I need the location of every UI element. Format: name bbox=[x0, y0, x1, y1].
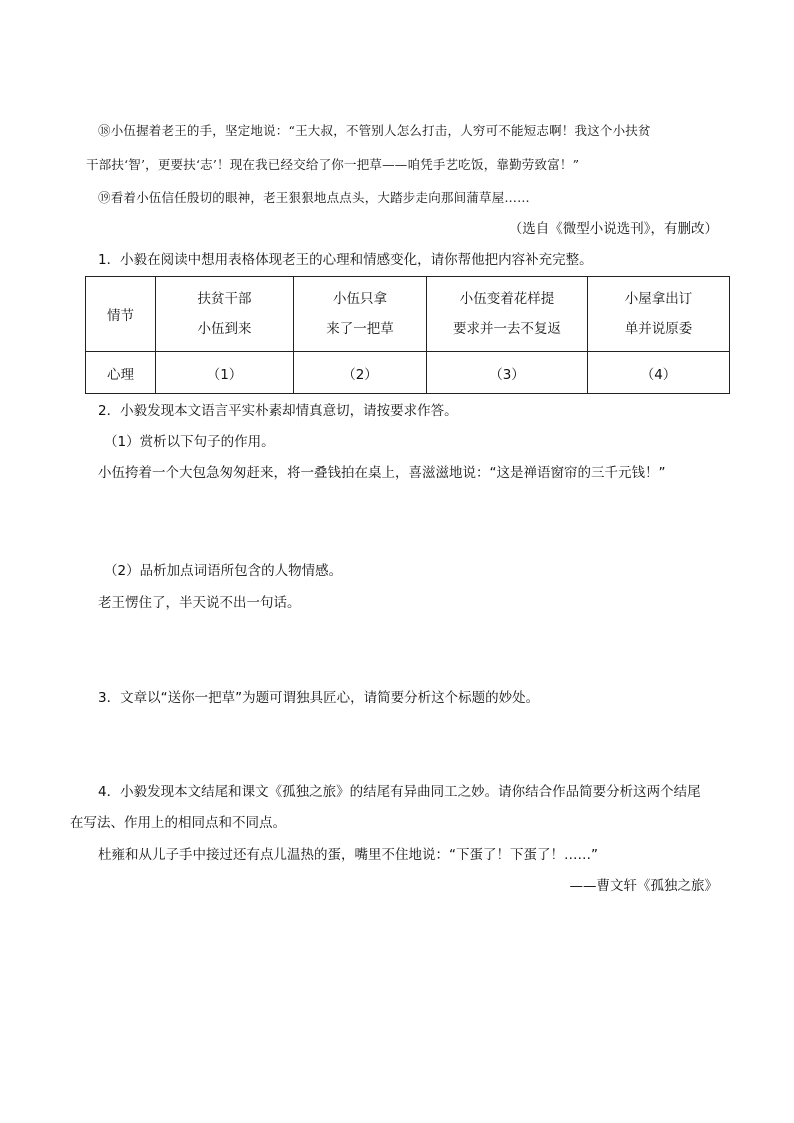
emotion-table bbox=[85, 276, 730, 394]
table-row-psychology bbox=[86, 352, 730, 394]
blank-4: （4） bbox=[588, 352, 730, 394]
table-header-psychology: 心理 bbox=[86, 352, 156, 394]
table-row-plot bbox=[86, 277, 730, 352]
plot-2-line-2: 来了一把草 bbox=[326, 321, 394, 337]
table-header-plot: 情节 bbox=[86, 277, 156, 352]
question-2-prompt: 2．小毅发现本文语言平实朴素却情真意切，请按要求作答。 bbox=[98, 403, 458, 419]
table-cell-plot-1 bbox=[156, 277, 294, 352]
question-3-prompt: 3．文章以“送你一把草”为题可谓独具匠心，请简要分析这个标题的妙处。 bbox=[98, 690, 540, 706]
blank-3: （3） bbox=[427, 352, 588, 394]
question-2-sub-2-text: 老王愣住了，半天说不出一句话。 bbox=[98, 595, 301, 611]
question-4-quote: 杜雍和从儿子手中接过还有点儿温热的蛋，嘴里不住地说：“下蛋了！下蛋了！……” bbox=[98, 847, 598, 863]
table-cell-plot-2 bbox=[294, 277, 427, 352]
quote-attribution: ——曹文轩《孤独之旅》 bbox=[569, 878, 718, 894]
plot-1-line-2: 小伍到来 bbox=[197, 321, 252, 337]
paragraph-18-line-2: 干部扶‘智’，更要扶‘志’！现在我已经交给了你一把草——咱凭手艺吃饭，靠勤劳致富！” bbox=[86, 157, 580, 172]
source-citation: （选自《微型小说选刊》，有删改） bbox=[508, 221, 718, 237]
question-2-sub-1: （1）赏析以下句子的作用。 bbox=[104, 434, 275, 450]
question-4-prompt-line-1: 4．小毅发现本文结尾和课文《孤独之旅》的结尾有异曲同工之妙。请你结合作品简要分析这两个结尾 bbox=[98, 784, 701, 800]
blank-2: （2） bbox=[294, 352, 427, 394]
plot-3-line-1: 小伍变着花样提 bbox=[459, 291, 555, 307]
question-2-sub-2: （2）品析加点词语所包含的人物情感。 bbox=[104, 563, 343, 579]
question-4-prompt-line-2: 在写法、作用上的相同点和不同点。 bbox=[70, 815, 286, 831]
plot-2-line-1: 小伍只拿 bbox=[333, 291, 387, 307]
plot-4-line-2: 单并说原委 bbox=[624, 321, 693, 337]
plot-1-line-1: 扶贫干部 bbox=[197, 291, 252, 307]
plot-4-line-1: 小屋拿出订 bbox=[624, 291, 693, 307]
table-cell-plot-3 bbox=[427, 277, 588, 352]
question-1-prompt: 1．小毅在阅读中想用表格体现老王的心理和情感变化，请你帮他把内容补充完整。 bbox=[98, 252, 593, 268]
paragraph-19: ⑲看着小伍信任殷切的眼神，老王狠狠地点点头，大踏步走向那间蒲草屋…… bbox=[98, 190, 530, 205]
question-2-sub-1-text: 小伍挎着一个大包急匆匆赶来，将一叠钱拍在桌上，喜滋滋地说：“这是禅语窗帘的三千元钱！” bbox=[98, 465, 666, 481]
paragraph-18-line-1: ⑱小伍握着老王的手，坚定地说：“王大叔，不管别人怎么打击，人穷可不能短志啊！我这个小扶贫 bbox=[98, 123, 651, 138]
plot-3-line-2: 要求并一去不复返 bbox=[453, 321, 561, 337]
blank-1: （1） bbox=[156, 352, 294, 394]
table-cell-plot-4 bbox=[588, 277, 730, 352]
